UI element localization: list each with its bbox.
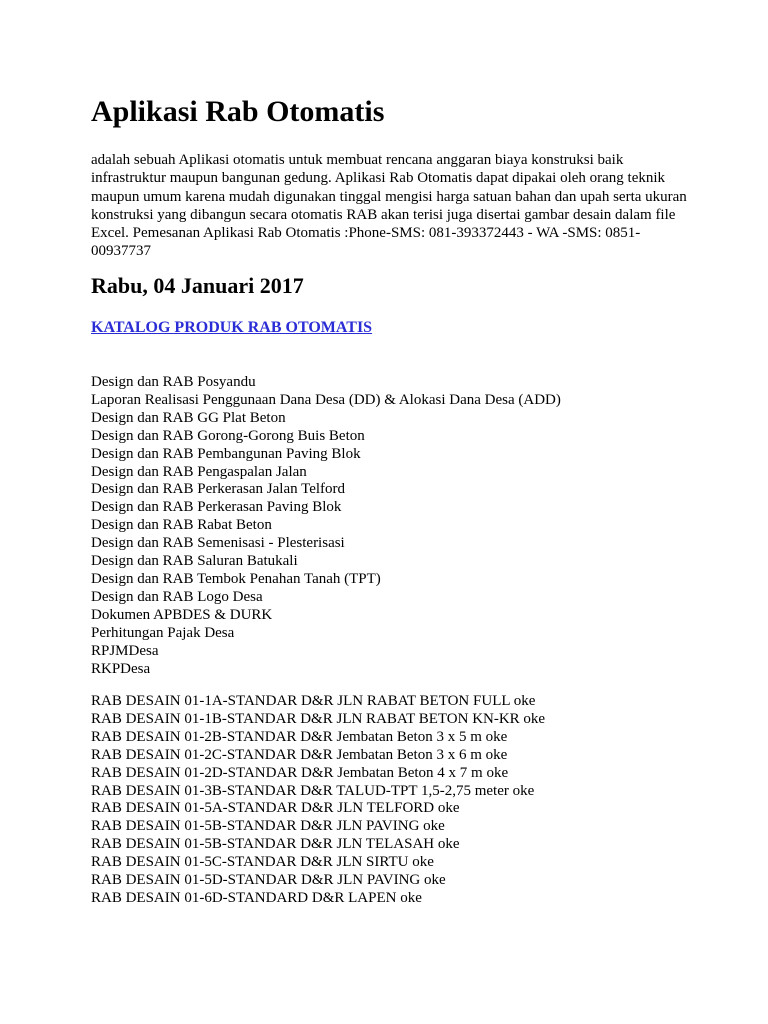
list-item: RAB DESAIN 01-5C-STANDAR D&R JLN SIRTU oke bbox=[91, 854, 434, 871]
list-item: Design dan RAB Tembok Penahan Tanah (TPT) bbox=[91, 570, 381, 587]
post-title-link[interactable]: KATALOG PRODUK RAB OTOMATIS bbox=[91, 319, 373, 336]
list-item: RAB DESAIN 01-1A-STANDAR D&R JLN RABAT BETON FULL oke bbox=[91, 693, 536, 709]
list-item: RAB DESAIN 01-5D-STANDAR D&R JLN PAVING oke bbox=[91, 872, 446, 889]
list-item: Design dan RAB Pembangunan Paving Blok bbox=[91, 445, 361, 462]
list-item: RAB DESAIN 01-2D-STANDAR D&R Jembatan Beton 4 x 7 m oke bbox=[91, 764, 509, 781]
list-item: Laporan Realisasi Penggunaan Dana Desa (DD) & Alokasi Dana Desa (ADD) bbox=[91, 391, 561, 408]
list-item: Design dan RAB Rabat Beton bbox=[91, 517, 272, 534]
blog-page bbox=[91, 92, 691, 906]
list-item: RPJMDesa bbox=[91, 642, 159, 659]
list-item: RAB DESAIN 01-3B-STANDAR D&R TALUD-TPT 1,5-2,75 meter oke bbox=[91, 782, 535, 799]
list-item: Design dan RAB Perkerasan Paving Blok bbox=[91, 499, 342, 516]
list-item: RAB DESAIN 01-6D-STANDARD D&R LAPEN oke bbox=[91, 889, 422, 906]
list-item: Design dan RAB Logo Desa bbox=[91, 588, 263, 605]
list-item: RAB DESAIN 01-5B-STANDAR D&R JLN TELASAH oke bbox=[91, 836, 460, 853]
post-date: Rabu, 04 Januari 2017 bbox=[91, 273, 304, 298]
list-item: Design dan RAB GG Plat Beton bbox=[91, 409, 286, 426]
product-list bbox=[91, 374, 731, 678]
list-item: RKPDesa bbox=[91, 660, 151, 677]
post-title bbox=[91, 318, 372, 338]
rab-design-list bbox=[91, 693, 731, 908]
list-item: Design dan RAB Saluran Batukali bbox=[91, 553, 298, 570]
list-item: Design dan RAB Posyandu bbox=[91, 374, 256, 390]
list-item: Design dan RAB Pengaspalan Jalan bbox=[91, 463, 307, 480]
blog-title: Aplikasi Rab Otomatis bbox=[91, 95, 385, 128]
list-item: RAB DESAIN 01-1B-STANDAR D&R JLN RABAT BETON KN-KR oke bbox=[91, 710, 546, 727]
list-item: Design dan RAB Perkerasan Jalan Telford bbox=[91, 481, 346, 498]
list-item: RAB DESAIN 01-5B-STANDAR D&R JLN PAVING oke bbox=[91, 818, 445, 835]
list-item: RAB DESAIN 01-5A-STANDAR D&R JLN TELFORD oke bbox=[91, 800, 460, 817]
list-item: RAB DESAIN 01-2C-STANDAR D&R Jembatan Beton 3 x 6 m oke bbox=[91, 746, 508, 763]
list-item: Perhitungan Pajak Desa bbox=[91, 624, 235, 641]
list-item: Design dan RAB Semenisasi - Plesterisasi bbox=[91, 535, 345, 552]
list-item: Design dan RAB Gorong-Gorong Buis Beton bbox=[91, 427, 365, 444]
list-item: Dokumen APBDES & DURK bbox=[91, 606, 273, 623]
list-item: RAB DESAIN 01-2B-STANDAR D&R Jembatan Beton 3 x 5 m oke bbox=[91, 728, 508, 745]
blog-description: adalah sebuah Aplikasi otomatis untuk membuat rencana anggaran biaya konstruksi baik infrastruktur maupun bangunan gedung. Aplikasi Rab Otomatis dapat dipakai oleh orang teknik maupun umum karena mudah digunakan tinggal mengisi harga satuan bahan dan upah serta ukuran konstruksi yang dibangun secara otomatis RAB akan terisi juga disertai gambar desain dalam file Excel. Pemesanan Aplikasi Rab Otomatis :Phone-SMS: 081-393372443 - WA -SMS: 0851-00937737 bbox=[91, 152, 687, 260]
